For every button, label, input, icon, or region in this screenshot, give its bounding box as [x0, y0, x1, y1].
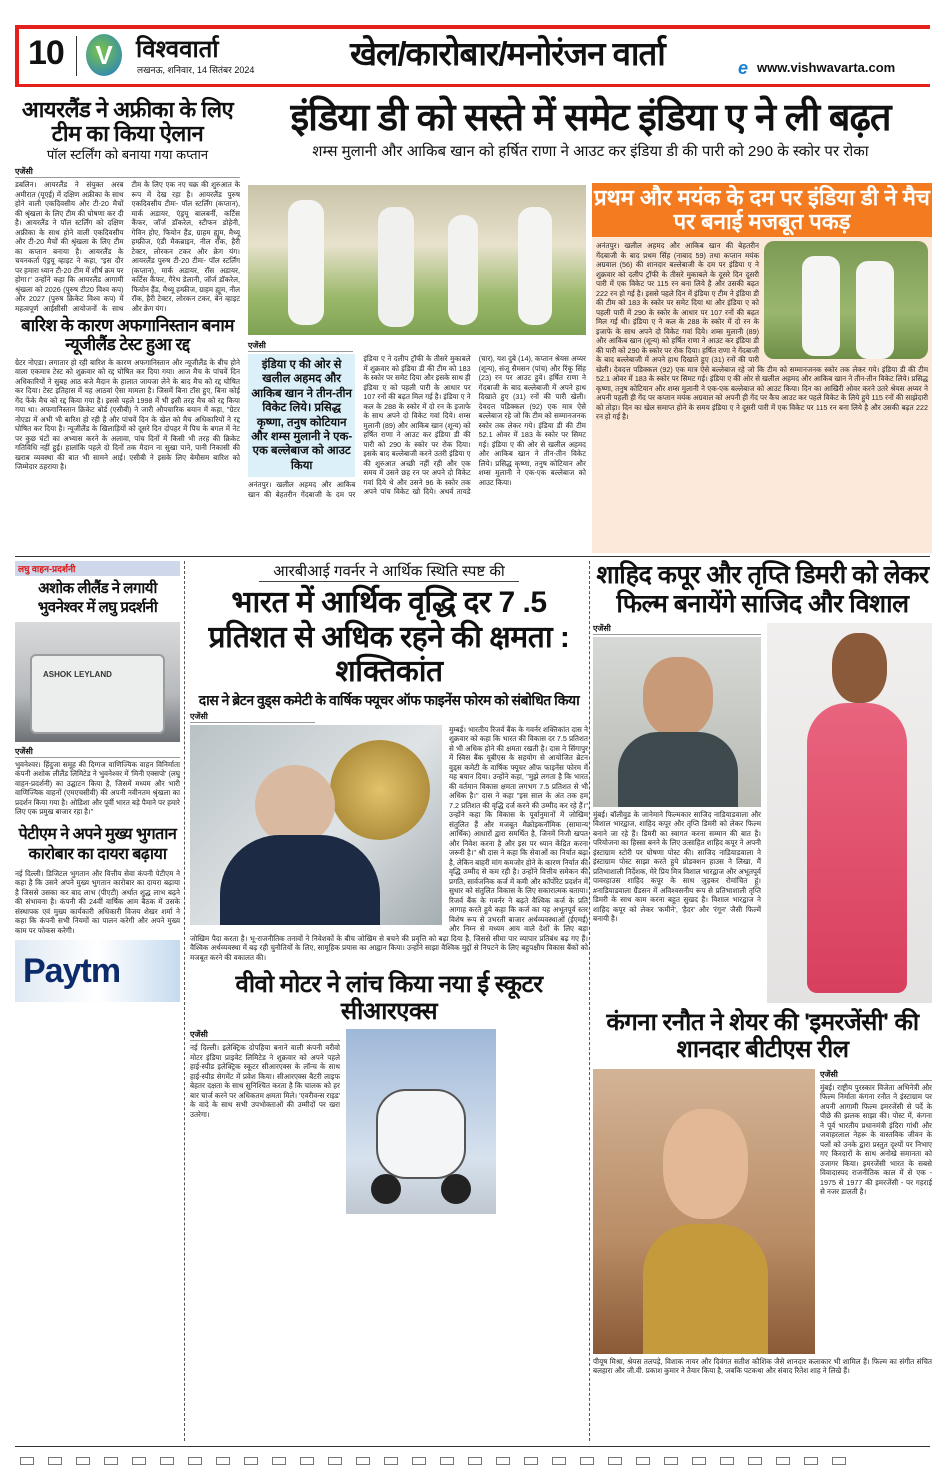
ireland-article	[15, 166, 240, 313]
section-title: खेल/कारोबार/मनोरंजन वार्ता	[350, 35, 665, 72]
afghanistan-headline: बारिश के कारण अफगानिस्तान बनाम न्यूजीलैंड टेस्ट हुआ रद्द	[21, 316, 234, 354]
face	[663, 1109, 748, 1219]
article-body: भुवनेश्वर। हिंदुजा समूह की दिग्गज वाणिज्यिक वाहन विनिर्माता कंपनी अशोक लीलैंड लिमिटेड ने भुवनेश्वर में 'मिनी एक्सपो' (लघु वाहन-प्रदर्शनी) का उद्घाटन किया है, जिसमें मध्यम और भारी वाणिज्यिक वाहनों (एमएचसीवी) की अपनी नवीनतम श्रृंखला का प्रदर्शन किया गया है। ओडिशा और पूर्वी भारत बड़े पैमाने पर हमारे लिए एक प्रमुख बाजार रहा है।"	[15, 759, 180, 816]
browser-icon: e	[738, 58, 749, 78]
kangana-text	[820, 1069, 932, 1354]
left-bottom-column	[15, 561, 180, 1002]
vivo-headline: वीवो मोटर ने लांच किया नया ई स्कूटर सीआरएक्स	[235, 971, 543, 1025]
ireland-headline: आयरलैंड ने अफ्रीका के लिए टीम का किया ऐलान	[21, 97, 234, 147]
paytm-body: नई दिल्ली। डिजिटल भुगतान और वित्तीय सेवा कंपनी पेटीएम ने कहा है कि उसने अपने मुख्य भुगतान कारोबार का दायरा बढ़ाया है जिससे उसका कर बाद लाभ (पीएटी) अर्थात शुद्ध लाभ बढ़ने की संभावना है। कंपनी की 24वीं वार्षिक आम बैठक में उसके संस्थापक एवं मुख्य कार्यकारी अधिकारी विजय शेखर शर्मा ने कहा कि कंपनी सभी नियमों का पालन करेगी और अपने मुख्य काम पर फोकस करेगी।	[15, 868, 180, 935]
vivo-text	[190, 1029, 340, 1214]
tripti-dimri-photo	[767, 623, 932, 1003]
ashok-article	[15, 746, 180, 817]
newspaper-logo: V	[86, 34, 122, 76]
wheel	[371, 1174, 401, 1204]
ireland-subhead: पॉल स्टर्लिंग को बनाया गया कप्तान	[46, 147, 209, 163]
truck-photo	[15, 622, 180, 742]
dress	[807, 703, 907, 993]
paytm-logo: Paytm	[23, 952, 121, 990]
rbi-subhead: दास ने ब्रेटन वुड्स कमेटी के वार्षिक फ्यूचर ऑफ फाइनेंस फोरम को संबोधित किया	[198, 691, 580, 708]
article-body: डबलिन। आयरलैंड ने संयुक्त अरब अमीरात (यूएई) में दक्षिण अफ्रीका के साथ होने वाली एकदिवसीय और टी-20 मैचों की श्रृंखला के लिए टीम की घोषणा कर दी है। आयरलैंड ने पॉल स्टर्लिंग को दक्षिण अफ्रीका के साथ होने वाली एकदिवसीय और टी-20 मैचों की श्रृंखला के लिए टीम का कप्तान बनाया है। आयरलैंड के चयनकर्ता एंड्रयू व्हाइट ने कहा, "इस दौर पर हमारा ध्यान टी-20 टीम में शीर्ष क्रम पर होगा।" उन्होंने कहा कि आयरलैंड आगामी श्रृंखला को 2026 (पुरुष टी20 विश्व कप) और 2027 (पुरुष क्रिकेट विश्व कप) में महत्वपूर्ण आईसीसी आयोजनों के साथ टीम के लिए एक नए चक्र की शुरुआत के रूप में देख रहा है। आयरलैंड पुरुष एकदिवसीय टीमः- पॉल स्टर्लिंग (कप्तान), मार्क अडायर, एंड्रयू बालबर्नी, कर्टिस कैंफर, जॉर्ज डॉकरेल, स्टीफन डोहेनी, गेविन होए, फियोन हैंड, ग्राहम ह्यूम, मैथ्यू हम्फ्रीज, एंडी मैकब्राइन, नील रॉक, हैरी टेक्टर, लोरकन टकर और क्रेग यंग। आयरलैंड पुरुष टी-20 टीमः- पॉल स्टर्लिंग (कप्तान), मार्क अडायर, रॉस अडायर, कर्टिस कैंफर, गैरेथ डेलानी, जॉर्ज डॉकरेल, फियोन हैंड, मैथ्यू हम्फ्रीज, ग्राहम ह्यूम, नील रॉक, हैरी टेक्टर, लोरकन टकर, बेन व्हाइट और क्रेग यंग।	[15, 180, 240, 313]
ashok-headline: अशोक लीलैंड ने लगायी भुवनेश्वर में लघु प्रदर्शनी	[37, 580, 158, 616]
article-body: मुम्बई। भारतीय रिजर्व बैंक के गवर्नर शक्तिकांत दास ने शुक्रवार को कहा कि भारत की विकास दर 7.5 प्रतिशत से भी अधिक होने की क्षमता रखती है। दास ने सिंगापुर में स्विस बैंक यूबीएस के सहयोग से आयोजित ब्रेटन वुड्स कमेटी के वार्षिक फ्यूचर ऑफ फाइनेंस फोरम में यह बयान दिया। उन्होंने कहा, "मुझे लगता है कि भारत की वर्तमान विकास क्षमता लगभग 7.5 प्रतिशत से भी अधिक है।" दास ने कहा "इस साल के अंत तक हम 7.2 प्रतिशत की वृद्धि दर्ज करने की उम्मीद कर रहे हैं।" उन्होंने कहा कि विकास के पूर्वानुमानों में जोखिम संतुलित हैं और मजबूत मैक्रोइकनॉमिक (सामान्य आर्थिक) आधारों द्वारा समर्थित है, जिनमें निजी खपत और निवेश करना है और इस पर ध्यान केंद्रित करना जरूरी है।" श्री दास ने कहा कि सेवाओं का निर्यात बढ़ा है, लेकिन बाहरी मांग कमजोर होने के कारण निर्यात की वृद्धि उम्मीद से कम रही है। उन्होंने वित्तीय समेकन की प्रगति, सार्वजनिक कर्ज में कमी और कॉर्पोरेट प्रदर्शन में सुधार को संतुलित विकास के लिए सकारात्मक बताया। रिजर्व बैंक के गवर्नर ने बढ़ते वैश्विक कर्ज के प्रति आगाह करते हुये कहा कि कर्ज का यह अभूतपूर्व स्तर विशेष रूप से उभरती बाजार अर्थव्यवस्थाओं (ईएमई) और निम्न से मध्यम आय वाले देशों के लिए बड़ा जोखिम पैदा करता है। भू-राजनीतिक तनावों ने निवेशकों के बीच जोखिम से बचने की प्रवृत्ति को बढ़ा दिया है, जिससे सीमा पार व्यापार प्रतिबंध बढ़ गए हैं। वैश्विक अर्थव्यवस्था में बढ़ रही चुनौतियों के लिए, सामूहिक प्रयास का आह्वान किया। उन्होंने साझा वैश्विक मुद्दों से निपटने के लिए बहुपक्षीय विकास बैंकों को मजबूत करने की वकालत की।	[190, 724, 588, 962]
agency-byline: एजेंसी	[15, 746, 180, 758]
player-figure	[802, 256, 840, 356]
divider	[15, 556, 930, 557]
afghanistan-body: ग्रेटर नोएडा। लगातार हो रही बारिश के कारण अफगानिस्तान और न्यूजीलैंड के बीच होने वाला एकमात्र टेस्ट को शुक्रवार को रद्द घोषित कर दिया गया। आज मैच के पांचवें दिन अधिकारियों ने सुबह आठ बजे मैदान के हालात जायजा लेने के बाद मैच को रद्द घोषित कर दिया। टेस्ट इतिहास में यह आठवां ऐसा मामला है। जिसमें बिना टॉस हुए, बिना कोई गेंद फेंके मैच को रद्द किया गया है। इससे पहले 1998 में भी इसी तरह मैच को रद्द किया गया था। अफगानिस्तान क्रिकेट बोर्ड (एसीबी) ने जारी औपचारिक बयान में कहा, "ग्रेटर नोएडा में अभी भी बारिश हो रही है और पांचवें दिन के खेल को मैच अधिकारियों ने रद्द घोषित कर दिया है। न्यूजीलैंड के खिलाड़ियों को दूसरे दिन दोपहर में पिच के बगल में नेट पर कुछ घंटों का अभ्यास करने के अलावा, पांच दिनों में किसी भी तरह की क्रिकेट गतिविधि नहीं हुई। हालांकि पहले दो दिनों तक मैदान ना सुखा पाने, पानी निकासी की खराब व्यवस्था की बात भी सामने आई। एसीबी ने इसके लिए बेमौसम बारिश को जिम्मेदार ठहराया है।	[15, 357, 240, 472]
kangana-photo	[593, 1069, 815, 1354]
main-heading-block	[248, 98, 933, 160]
agency-byline: एजेंसी	[190, 1029, 340, 1041]
agency-byline: एजेंसी	[593, 623, 761, 635]
rbi-headline: भारत में आर्थिक वृद्धि दर 7 .5 प्रतिशत से अधिक रहने की क्षमता : शक्तिकांत	[208, 586, 570, 688]
paytm-headline: पेटीएम ने अपने मुख्य भुगतान कारोबार का दायरा बढ़ाया	[18, 825, 177, 863]
rbi-kicker: आरबीआई गवर्नर ने आर्थिक स्थिति स्पष्ट की	[259, 561, 519, 582]
shahid-headline: शाहिद कपूर और तृप्ति डिमरी को लेकर फिल्म बनायेंगे साजिद और विशाल	[596, 561, 929, 618]
middle-column	[190, 561, 588, 1214]
divider	[76, 36, 77, 76]
main-article	[248, 340, 586, 499]
truck-cabin	[30, 654, 165, 734]
india-d-box	[592, 183, 932, 553]
right-column	[593, 561, 932, 1376]
batsmen-photo	[764, 241, 928, 359]
agency-byline: एजेंसी	[190, 711, 315, 723]
dateline: लखनऊ, शनिवार, 14 सितंबर 2024	[137, 65, 255, 75]
left-top-column	[15, 98, 240, 472]
hair	[832, 633, 887, 703]
player-figure	[856, 261, 894, 359]
rbi-article	[190, 711, 588, 963]
main-headline: इंडिया डी को सस्ते में समेट इंडिया ए ने ली बढ़त	[290, 97, 891, 139]
player-figure	[518, 207, 552, 325]
shirt	[618, 732, 738, 807]
column-divider	[589, 561, 590, 1441]
agency-byline: एजेंसी	[248, 340, 353, 352]
agency-byline: एजेंसी	[15, 166, 240, 178]
footer-registration-marks	[20, 1452, 930, 1470]
face	[255, 765, 335, 845]
shahid-kapoor-photo	[593, 637, 761, 807]
wheel	[441, 1174, 471, 1204]
article-body: अनंतपुर। खलील अहमद और आकिब खान की बेहतरीन गेंदबाजी के दम पर इंडिया ए ने दलीप ट्रॉफी के तीसरे मुकाबले में शुक्रवार को इंडिया डी की टीम को 183 के स्कोर पर समेट दिया और इसके साथ ही इंडिया ए को पहली पारी के आधार पर 107 रनों की बढ़त मिल गई है। इंडिया ए ने कल के 288 के स्कोर में दो रन के इजाफे के साथ अपने दो विकेट गवां दिये। शम्स मुलानी (89) और आकिब खान (शून्य) को हर्षित राणा ने आउट कर इंडिया डी की पारी को 290 के स्कोर पर रोक दिया। इसके बाद बल्लेबाजी करने उतरी इंडिया ए की शुरुआत अच्छी नहीं रही और एक समय में उसने छह रन पर अपने दो विकेट गवां दिये थे और उसने 96 के स्कोर तक अपने पांच विकेट खो दिये। अथर्व तायडे (चार), यश दुबे (14), कप्तान श्रेयस अय्यर (शून्य), संजू सैमसन (पांच) और रिंकू सिंह (23) रन पर आउट हुये। हर्षित राणा ने गेंदबाजी के बाद बल्लेबाजी में अपने हाथ दिखाते हुए (31) रनों की पारी खेली। देवदत्त पडिक्कल (92) एक मात्र ऐसे बल्लेबाज रहे जो कि टीम को सम्मानजनक स्कोर तक लेकर गये। इंडिया डी की टीम 52.1 ओवर में 183 के स्कोर पर सिमट गई। इंडिया ए की ओर से खलील अहमद और आकिब खान ने तीन-तीन विकेट लिये। प्रसिद्ध कृष्णा, तनुष कोटियान और शम्स मुलानी ने एक-एक बल्लेबाज को आउट किया।	[248, 354, 586, 499]
kangana-article	[593, 1069, 932, 1354]
player-figure	[288, 200, 324, 325]
cricket-celebration-photo	[248, 185, 586, 335]
scooter-photo	[346, 1029, 496, 1214]
shahid-article	[593, 623, 932, 1003]
governor-photo	[190, 725, 442, 925]
column-divider	[184, 561, 185, 1441]
page-number: 10	[28, 34, 64, 72]
face	[643, 657, 713, 737]
paytm-photo	[15, 940, 180, 1002]
india-d-article	[592, 237, 932, 422]
india-d-headline: प्रथम और मयंक के दम पर इंडिया डी ने मैच पर बनाई मजबूत पकड़	[592, 183, 932, 237]
player-figure	[378, 207, 414, 327]
newspaper-name: विश्ववार्ता	[136, 36, 219, 63]
article-body: मुंबई। बॉलीवुड के जानेमाने फिल्मकार साजिद नाडियाडवाला और विशाल भारद्वाज, शाहिद कपूर और तृप्ति डिमरी को लेकर फिल्म बनाने जा रहे हैं। डिमरी का स्वागत करना सम्मान की बात है। परियोजना का हिस्सा बनने के लिए उत्साहित शाहिद कपूर ने अपनी इंस्टाग्राम स्टोरी पर घोषणा पोस्ट की। साजिद नाडियाडवाला ने इंस्टाग्राम पोस्ट साझा करते हुये प्रोडक्शन हाउस ने लिखा, मैं प्रतिभाशाली निर्देशक, मेरे प्रिय मित्र विशाल भारद्वाज और अभूतपूर्व पावरहाउस शाहिद कपूर के साथ जुड़कर रोमांचित हूं। #नाडियाडवाला ग्रैंडसन में अविश्वसनीय रूप से प्रतिभाशाली तृप्ति डिमरी के साथ काम करना बहुत सुखद है। विशाल भारद्वाज ने शाहिद कपूर को लेकर 'कमीने', 'हैदर' और 'रंगून' जैसी फिल्में बनायी है।	[593, 809, 761, 923]
main-subhead: शम्स मुलानी और आकिब खान को हर्षित राणा ने आउट कर इंडिया डी की पारी को 290 के स्कोर पर रोका	[312, 142, 869, 160]
agency-byline: एजेंसी	[820, 1069, 932, 1081]
website-link[interactable]: www.vishwavarta.com	[757, 60, 896, 75]
footer-rule	[15, 1446, 930, 1447]
kangana-headline: कंगना रनौत ने शेयर की 'इमरजेंसी' की शानदार बीटीएस रील	[606, 1008, 919, 1064]
suit	[220, 835, 380, 925]
pullquote: इंडिया ए की ओर से खलील अहमद और आकिब खान ने तीन-तीन विकेट लिये। प्रसिद्ध कृष्णा, तनुष कोटियान और शम्स मुलानी ने एक-एक बल्लेबाज को आउट किया	[248, 354, 355, 477]
main-article-columns	[248, 354, 586, 499]
article-body: अनंतपुर। खलील अहमद और आकिब खान की बेहतरीन गेंदबाजी के बाद प्रथम सिंह (नाबाद 59) तथा कप्तान मयंक अग्रवाल (56) की शानदार बल्लेबाजी के दम पर इंडिया ए ने शुक्रवार को दलीप ट्रॉफी के तीसरे मुकाबले के दूसरे दिन दूसरी पारी में एक विकेट पर 115 रन बना लिये है और उसकी बढ़त 222 रन हो गई है। इससे पहले दिन में इंडिया ए टीम ने इंडिया डी की टीम को 183 के स्कोर पर समेट दिया था और इंडिया ए को पहली पारी में 290 के स्कोर के आधार पर 107 रनों की बढ़त मिल गई थी। इंडिया ए ने कल के 288 के स्कोर में दो रन के इजाफे के साथ अपने दो विकेट गवां दिये। शम्स मुलानी (89) और आकिब खान (शून्य) को हर्षित राणा ने आउट कर इंडिया डी की पारी को 290 के स्कोर पर रोक दिया। हर्षित राणा ने गेंदबाजी के बाद बल्लेबाजी में अपने हाथ दिखाते हुए (31) रनों की पारी खेली। देवदत्त पडिक्कल (92) एक मात्र ऐसे बल्लेबाज रहे जो कि टीम को सम्मानजनक स्कोर तक लेकर गये। इंडिया डी की टीम 52.1 ओवर में 183 के स्कोर पर सिमट गई। इंडिया ए की ओर से खलील अहमद और आकिब खान ने तीन-तीन विकेट लिये। प्रसिद्ध कृष्णा, तनुष कोटियान और शम्स मुलानी ने एक-एक बल्लेबाज को आउट किया। दिन का आखिरी ओवर करने उतरे श्रेयस अय्यर ने अपनी पहली ही गेंद पर कप्तान मयंक अग्रवाल को अपनी ही गेंद पर कैच आउट कर पहले विकेट के लिये हुये 115 रनों की साझेदारी को तोड़ा। दिन का खेल समाप्त होने के समय इंडिया ए ने दूसरी पारी में एक विकेट पर 115 रन बना लिये है और उसकी बढ़त 222 रन हो गई है।	[596, 241, 928, 422]
article-body: मुंबई। राष्ट्रीय पुरस्कार विजेता अभिनेत्री और फिल्म निर्माता कंगना रनौत ने इंस्टाग्राम पर अपनी आगामी फिल्म इमरजेंसी से पर्दे के पीछे की झलक साझा की। पोस्ट में, कंगना ने पूर्व भारतीय प्रधानमंत्री इंदिरा गांधी और जवाहरलाल नेहरू के वास्तविक जीवन के पलों को उनके द्वारा प्रस्तुत दृश्यों पर निभाए गए किरदारों के साथ अनोखे समानता को उजागर किया। इमरजेंसी भारत के सबसे विवादास्पद राजनीतिक काल में से एक - 1975 से 1977 की इमरजेंसी - पर गहराई से नजर डालती है।	[820, 1082, 932, 1197]
vivo-article	[190, 1029, 588, 1214]
player-figure	[448, 215, 478, 325]
kangana-caption-text: पीयूष मिश्रा, श्रेयस तलपड़े, विशाक नायर और दिवंगत सतीश कौशिक जैसे शानदार कलाकार भी शामिल हैं। फिल्म का संगीत संचित बलहारा और जी.वी. प्रकाश कुमार ने तैयार किया है, जबकि पटकथा और संवाद रितेश शाह ने लिखे हैं।	[593, 1356, 932, 1376]
truck-brand-text: ASHOK LEYLAND	[43, 669, 112, 679]
section-label: लघु वाहन-प्रदर्शनी	[15, 561, 180, 576]
jewellery	[643, 1224, 768, 1354]
rbi-emblem	[330, 740, 430, 840]
main-story	[248, 185, 586, 499]
scooter-body	[376, 1089, 466, 1179]
article-body: नई दिल्ली। इलेक्ट्रिक दोपहिया बनाने वाली कंपनी वरीवो मोटर इंडिया प्राइवेट लिमिटेड ने शुक्रवार को अपने पहले हाई-स्पीड इलेक्ट्रिक स्कूटर सीआरएक्स के लॉन्च के साथ हाई-स्पीड सेगमेंट में प्रवेश किया। सीआरएक्स बैटरी लाइफ बेहतर दक्षता के साथ सुनिश्चित करता है कि चालक को हर बार चार्ज करने पर अधिकतम क्षमता मिले। 'एवरीवन्स राइड' के वादे के साथ सभी उपभोक्ताओं की उम्मीदों पर खरा उतरेगा।	[190, 1043, 340, 1119]
